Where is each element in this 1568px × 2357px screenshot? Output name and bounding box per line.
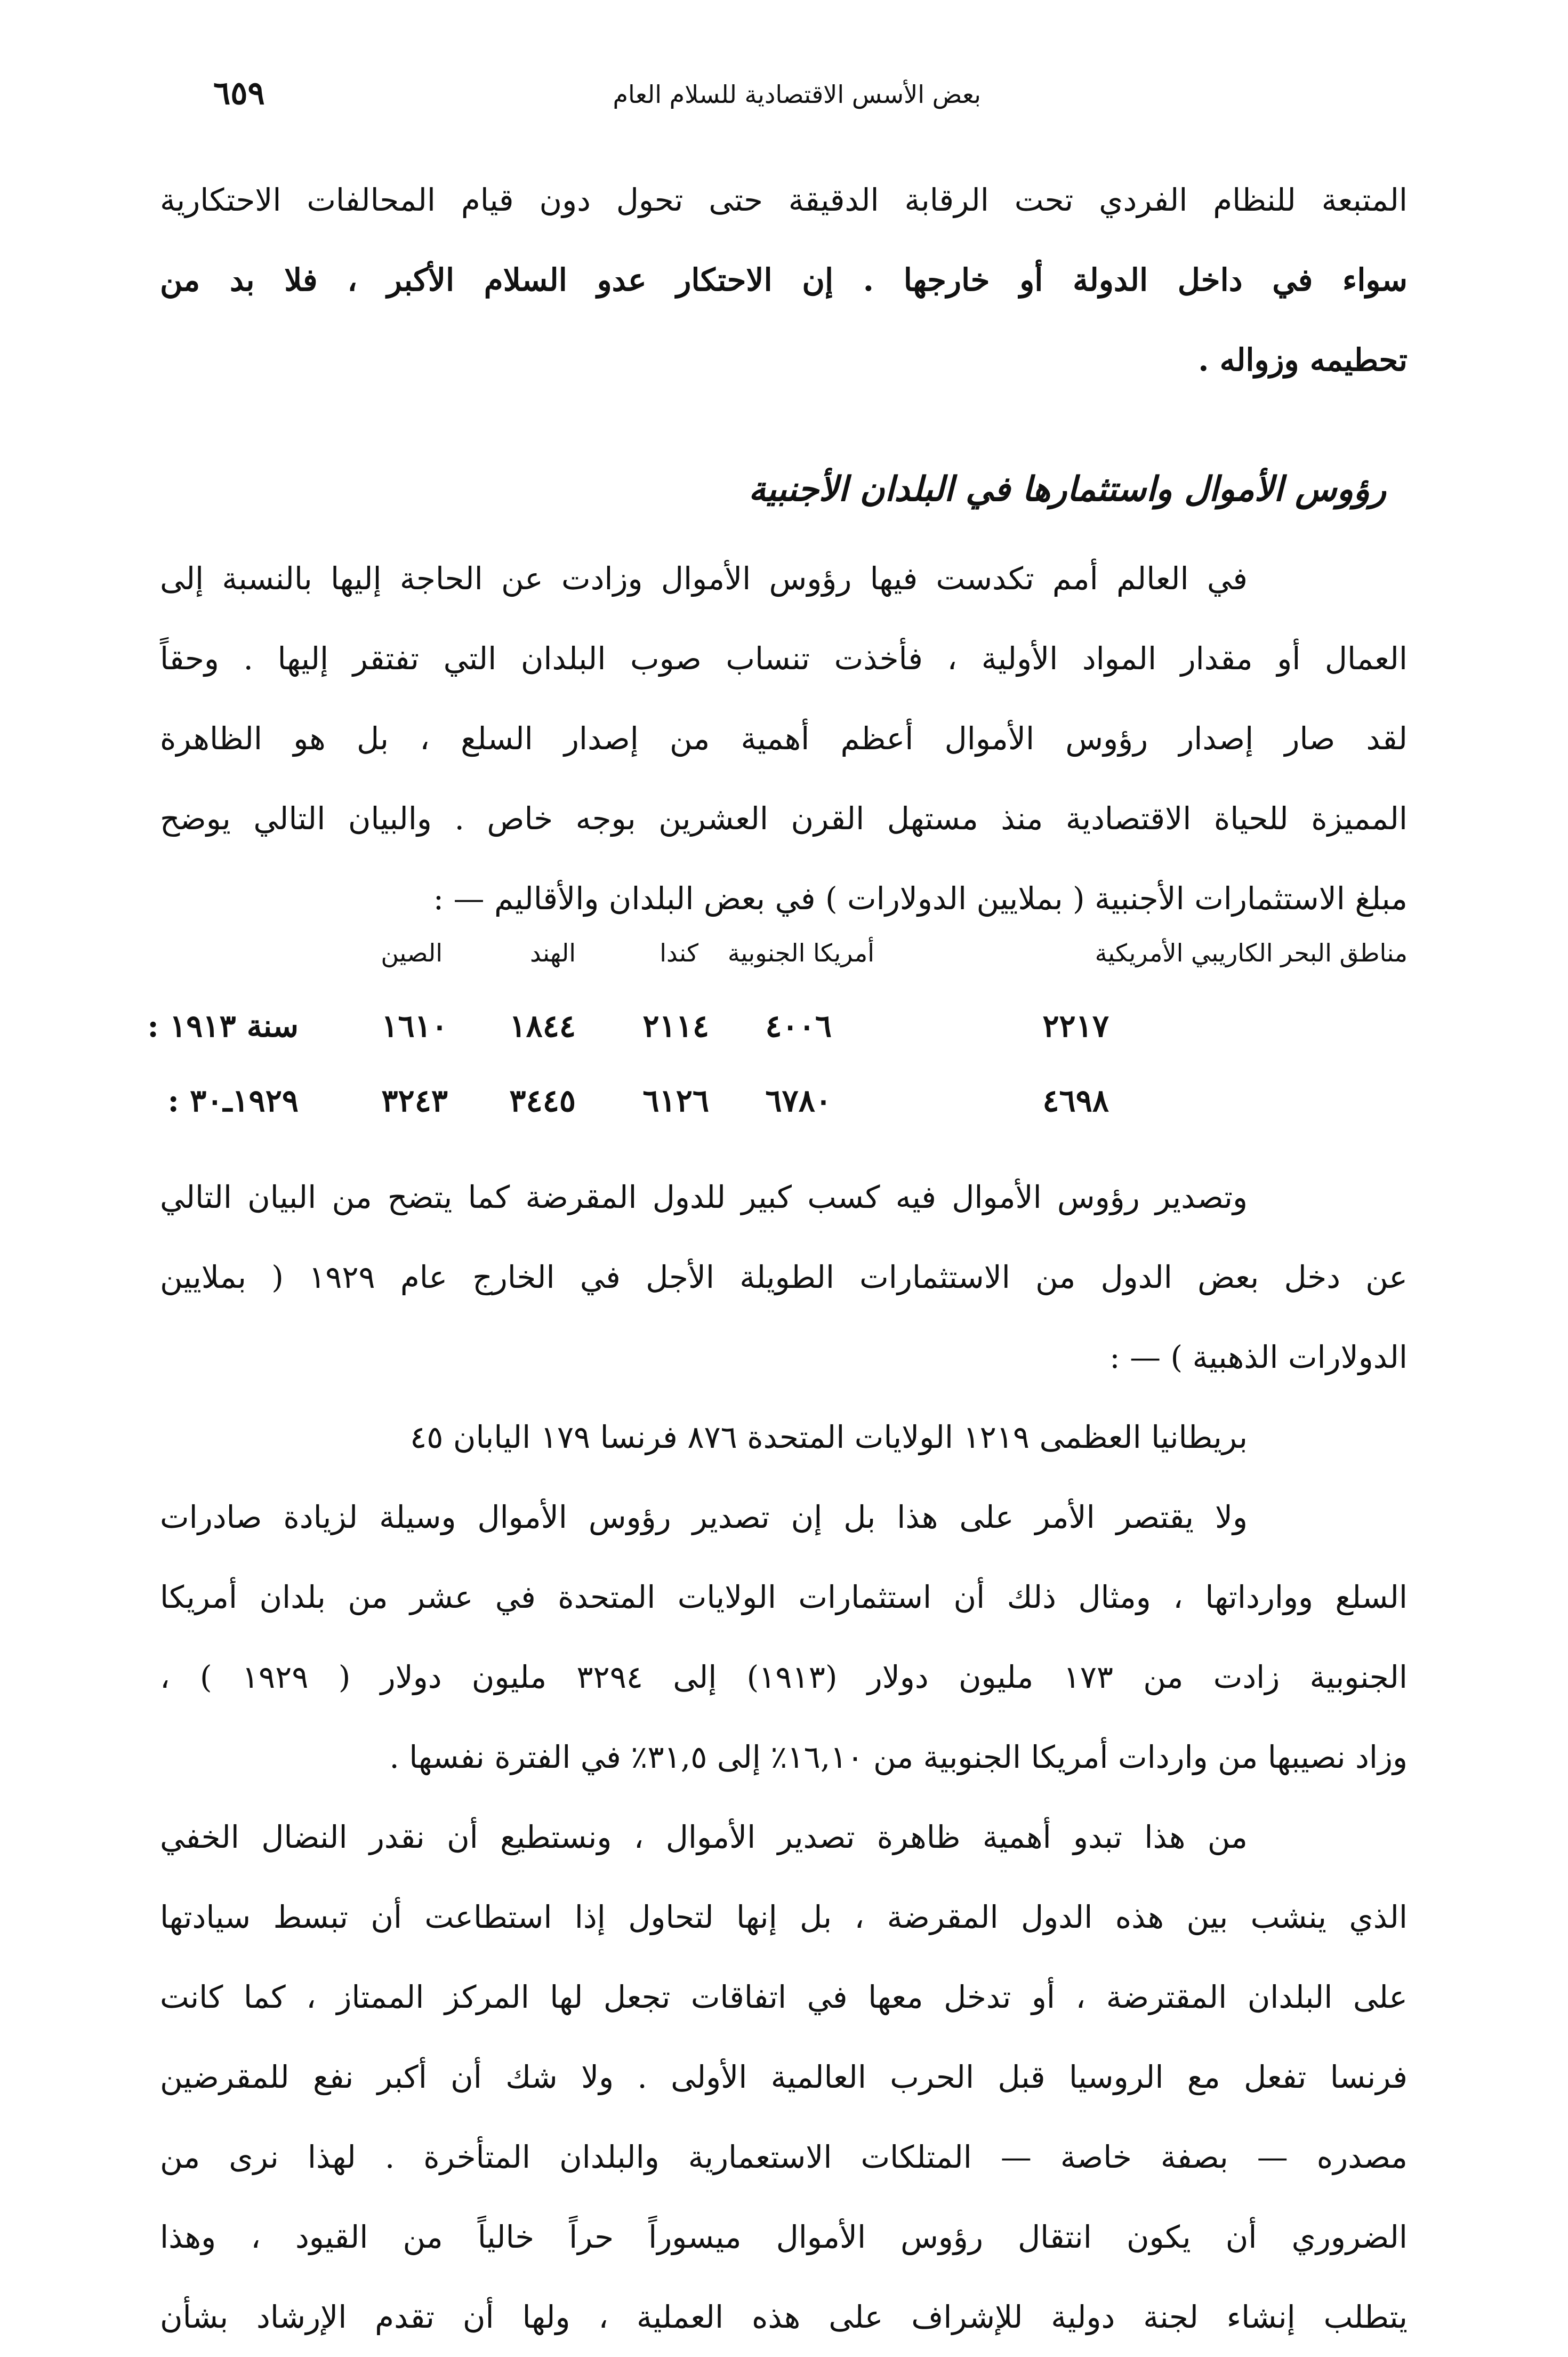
text-line: تحطيمه وزواله . <box>1198 342 1408 378</box>
table-cell: ٤٠٠٦ <box>765 1008 832 1044</box>
text-line: سواء في داخل الدولة أو خارجها . إن الاحتكار عدو السلام الأكبر ، فلا بد من <box>160 262 1408 298</box>
text-line: لقد صار إصدار رؤوس الأموال أعظم أهمية من إصدار السلع ، بل هو الظاهرة <box>160 720 1408 757</box>
table-cell: ١٦١٠ <box>381 1008 448 1044</box>
text-line: من هذا تبدو أهمية ظاهرة تصدير الأموال ، ونستطيع أن نقدر النضال الخفي <box>160 1819 1248 1855</box>
text-line: وزاد نصيبها من واردات أمريكا الجنوبية من ١٦,١٠٪ إلى ٣١,٥٪ في الفترة نفسها . <box>389 1739 1408 1775</box>
text-line: الجنوبية زادت من ١٧٣ مليون دولار (١٩١٣) إلى ٣٢٩٤ مليون دولار ( ١٩٢٩ ) ، <box>160 1659 1408 1695</box>
text-line: فرنسا تفعل مع الروسيا قبل الحرب العالمية الأولى . ولا شك أن أكبر نفع للمقرضين <box>160 2059 1408 2095</box>
table-header-cell: مناطق البحر الكاريبي الأمريكية <box>1095 939 1408 967</box>
text-line: مبلغ الاستثمارات الأجنبية ( بملايين الدولارات ) في بعض البلدان والأقاليم — : <box>433 880 1408 917</box>
text-line: الدولارات الذهبية ) — : <box>1109 1339 1408 1375</box>
text-line: عن دخل بعض الدول من الاستثمارات الطويلة الأجل في الخارج عام ١٩٢٩ ( بملايين <box>160 1259 1408 1295</box>
text-line: المميزة للحياة الاقتصادية منذ مستهل القرن العشرين بوجه خاص . والبيان التالي يوضح <box>160 800 1408 837</box>
text-line: ولا يقتصر الأمر على هذا بل إن تصدير رؤوس الأموال وسيلة لزيادة صادرات <box>160 1499 1248 1535</box>
table-header-cell: الهند <box>529 939 576 967</box>
text-line: الضروري أن يكون انتقال رؤوس الأموال ميسوراً حراً خالياً من القيود ، وهذا <box>160 2219 1408 2255</box>
text-line: بريطانيا العظمى ١٢١٩ الولايات المتحدة ٨٧٦ فرنسا ١٧٩ اليابان ٤٥ <box>410 1419 1248 1455</box>
table-row-label: ١٩٢٩ـ٣٠ : <box>167 1083 299 1119</box>
paragraph-lender-income <box>160 1157 1408 1397</box>
table-cell: ٢٢١٧ <box>1042 1008 1109 1044</box>
running-head <box>160 75 1408 133</box>
table-cell: ١٨٤٤ <box>509 1008 576 1044</box>
table-cell: ٦١٢٦ <box>642 1083 709 1119</box>
table-cell: ٦٧٨٠ <box>765 1083 832 1119</box>
paragraph-monopoly <box>160 160 1408 400</box>
text-line: وتصدير رؤوس الأموال فيه كسب كبير للدول المقرضة كما يتضح من البيان التالي <box>160 1179 1248 1215</box>
table-header-cell: الصين <box>381 939 443 967</box>
table-cell: ٢١١٤ <box>642 1008 709 1044</box>
table-cell: ٣٤٤٥ <box>509 1083 576 1119</box>
text-line: العمال أو مقدار المواد الأولية ، فأخذت تنساب صوب البلدان التي تفتقر إليها . وحقاً <box>160 640 1408 677</box>
table-cell: ٤٦٩٨ <box>1042 1083 1109 1119</box>
section-heading: رؤوس الأموال واستثمارها في البلدان الأجنبية <box>749 469 1386 509</box>
text-line: الذي ينشب بين هذه الدول المقرضة ، بل إنها لتحاول إذا استطاعت أن تبسط سيادتها <box>160 1899 1408 1935</box>
table-header-cell: أمريكا الجنوبية <box>727 939 874 967</box>
paragraph-trade-effect <box>160 1477 1408 1797</box>
text-line: السلع ووارداتها ، ومثال ذلك أن استثمارات الولايات المتحدة في عشر من بلدان أمريكا <box>160 1579 1408 1615</box>
text-line: المتبعة للنظام الفردي تحت الرقابة الدقيقة حتى تحول دون قيام المحالفات الاحتكارية <box>160 182 1408 218</box>
page-number: ٦٥٩ <box>213 75 265 112</box>
text-line: يتطلب إنشاء لجنة دولية للإشراف على هذه العملية ، ولها أن تقدم الإرشاد بشأن <box>160 2299 1408 2335</box>
income-by-country-line <box>160 1397 1408 1477</box>
text-line: مصدره — بصفة خاصة — المتلكات الاستعمارية والبلدان المتأخرة . لهذا نرى من <box>160 2139 1408 2175</box>
paragraph-hidden-struggle <box>160 1797 1408 2357</box>
book-page <box>147 75 1408 2335</box>
text-line: في العالم أمم تكدست فيها رؤوس الأموال وزادت عن الحاجة إليها بالنسبة إلى <box>160 560 1248 597</box>
table-cell: ٣٢٤٣ <box>381 1083 448 1119</box>
table-row-label: سنة ١٩١٣ : <box>147 1008 299 1044</box>
paragraph-capital-export <box>160 539 1408 939</box>
investment-table <box>147 939 1408 1163</box>
running-title: بعض الأسس الاقتصادية للسلام العام <box>613 80 981 109</box>
text-line: على البلدان المقترضة ، أو تدخل معها في اتفاقات تجعل لها المركز الممتاز ، كما كانت <box>160 1979 1408 2015</box>
table-header-cell: كندا <box>660 939 698 967</box>
